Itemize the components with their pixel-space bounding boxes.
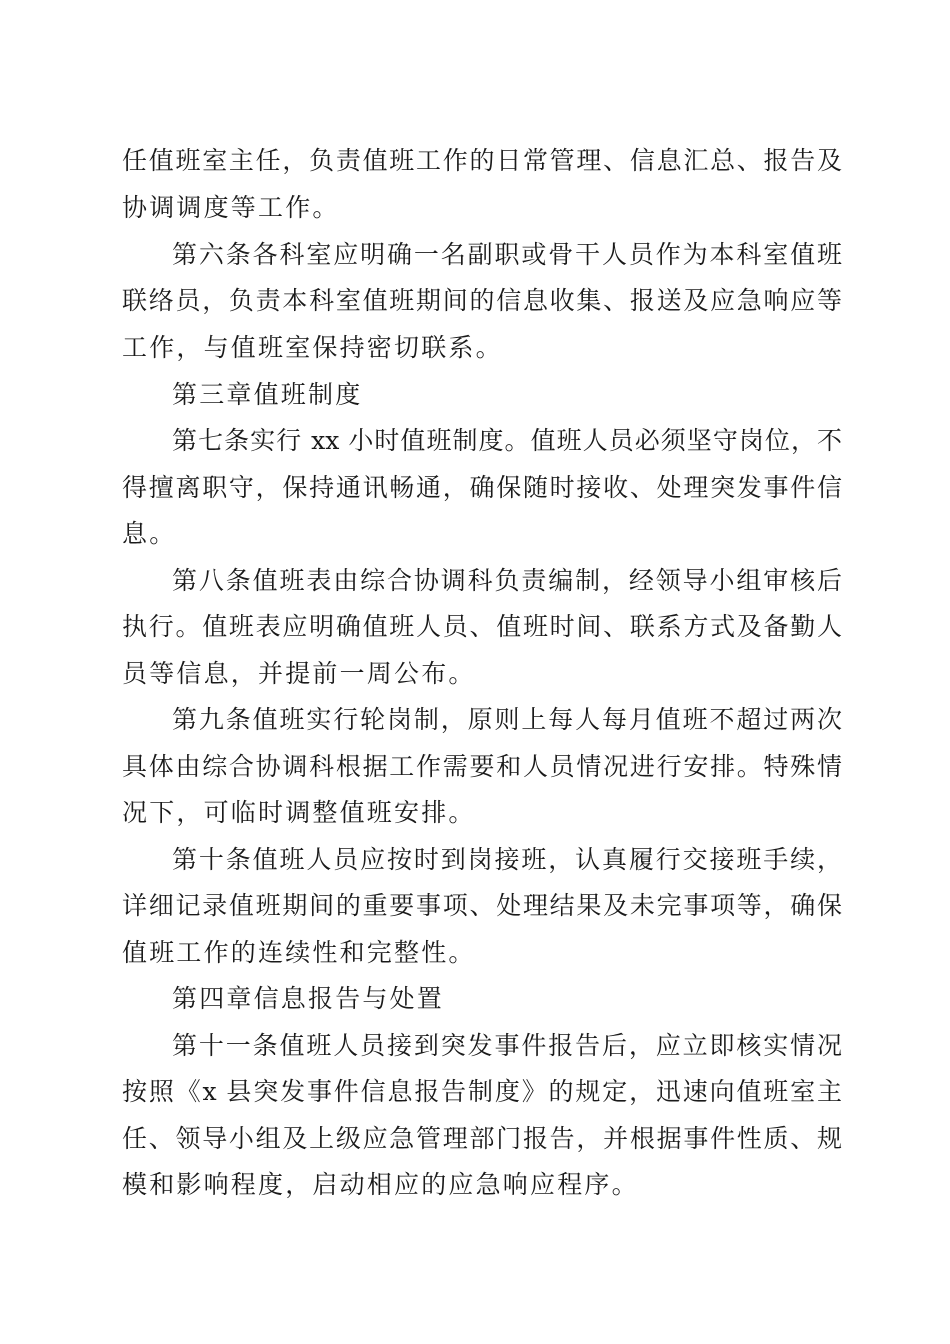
text-line: 得擅离职守，保持通讯畅通，确保随时接收、处理突发事件信 (122, 473, 842, 502)
text-line: 按照《x 县突发事件信息报告制度》的规定，迅速向值班室主 (122, 1077, 842, 1106)
text-line: 员等信息，并提前一周公布。 (122, 659, 476, 688)
chapter-4-heading: 第四章信息报告与处置 (172, 984, 445, 1013)
text-line: 工作，与值班室保持密切联系。 (122, 333, 503, 362)
article-6-heading-line: 第六条各科室应明确一名副职或骨干人员作为本科室值班 (172, 240, 842, 269)
text-line: 模和影响程度，启动相应的应急响应程序。 (122, 1170, 639, 1199)
text-line: 详细记录值班期间的重要事项、处理结果及未完事项等，确保 (122, 891, 842, 920)
article-10-heading-line: 第十条值班人员应按时到岗接班，认真履行交接班手续， (172, 845, 842, 874)
text-line: 值班工作的连续性和完整性。 (122, 938, 476, 967)
text-line: 执行。值班表应明确值班人员、值班时间、联系方式及备勤人 (122, 612, 842, 641)
text-line: 任值班室主任，负责值班工作的日常管理、信息汇总、报告及 (122, 146, 842, 175)
article-11-heading-line: 第十一条值班人员接到突发事件报告后，应立即核实情况 (172, 1031, 842, 1060)
text-line: 况下，可临时调整值班安排。 (122, 798, 476, 827)
article-8-heading-line: 第八条值班表由综合协调科负责编制，经领导小组审核后 (172, 566, 842, 595)
article-7-heading-line: 第七条实行 xx 小时值班制度。值班人员必须坚守岗位，不 (172, 426, 842, 455)
text-line: 息。 (122, 519, 177, 548)
article-9-heading-line: 第九条值班实行轮岗制，原则上每人每月值班不超过两次 (172, 705, 842, 734)
text-line: 任、领导小组及上级应急管理部门报告，并根据事件性质、规 (122, 1124, 842, 1153)
text-line: 协调调度等工作。 (122, 193, 340, 222)
text-line: 联络员，负责本科室值班期间的信息收集、报送及应急响应等 (122, 286, 842, 315)
text-line: 具体由综合协调科根据工作需要和人员情况进行安排。特殊情 (122, 752, 842, 781)
chapter-3-heading: 第三章值班制度 (172, 380, 363, 409)
